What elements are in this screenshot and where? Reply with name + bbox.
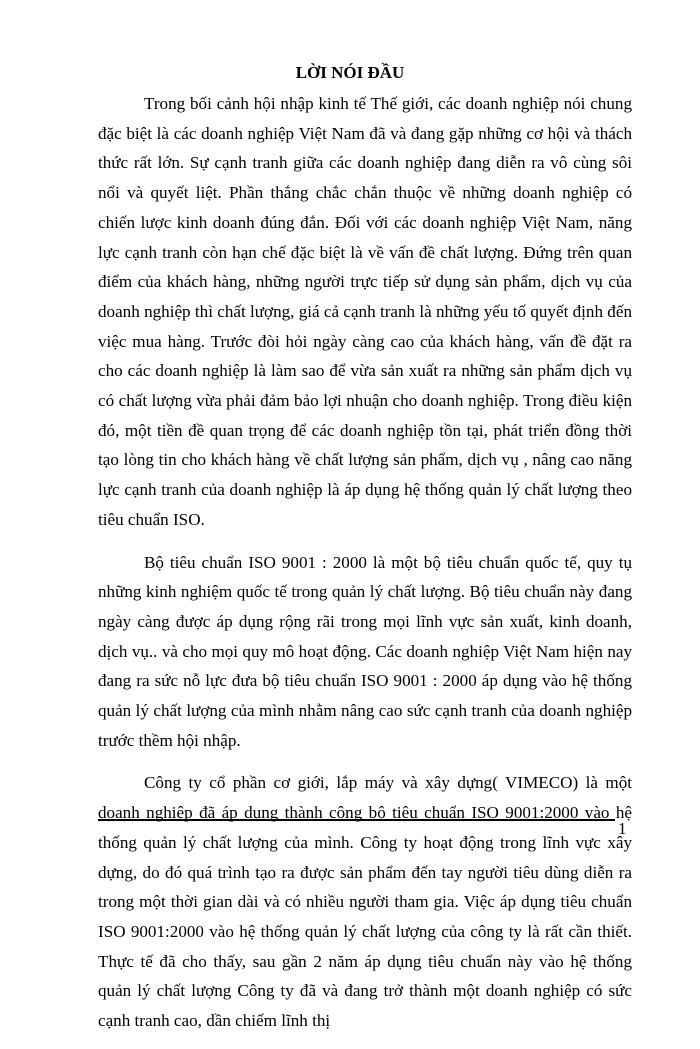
paragraph-vimeco: Công ty cổ phần cơ giới, lắp máy và xây dựng( VIMECO) là một doanh nghiệp đã áp dụng thành công bộ tiêu chuẩn ISO 9001:2000 vào hệ thống quản lý chất lượng của mình. Công ty hoạt động trong lĩnh vực xây dựng, do đó quá trình tạo ra được sản phẩm đến tay người tiêu dùng diễn ra trong một thời gian dài và có nhiều người tham gia. Việc áp dụng tiêu chuẩn ISO 9001:2000 vào hệ thống quản lý chất lượng của công ty là rất cần thiết. Thực tế đã cho thấy, sau gần 2 năm áp dụng tiêu chuẩn này vào hệ thống quản lý chất lượng Công ty đã và đang trở thành một doanh nghiệp có sức cạnh tranh cao, dần chiếm lĩnh thị (98, 773, 632, 1031)
paragraph-context: Trong bối cảnh hội nhập kinh tế Thế giới, các doanh nghiệp nói chung đặc biệt là các doanh nghiệp Việt Nam đã và đang gặp những cơ hội và thách thức rất lớn. Sự cạnh tranh giữa các doanh nghiệp đang diễn ra vô cùng sôi nổi và quyết liệt. Phần thắng chắc chắn thuộc về những doanh nghiệp có chiến lược kinh doanh đúng đắn. Đối với các doanh nghiệp Việt Nam, năng lực cạnh tranh còn hạn chế đặc biệt là về vấn đề chất lượng. Đứng trên quan điểm của khách hàng, những người trực tiếp sử dụng sản phẩm, dịch vụ của doanh nghiệp thì chất lượng, giá cả cạnh tranh là những yếu tố quyết định đến việc mua hàng. Trước đòi hỏi ngày càng cao của khách hàng, vấn đề đặt ra cho các doanh nghiệp là làm sao để vừa sản xuất ra những sản phẩm dịch vụ có chất lượng vừa phải đảm bảo lợi nhuận cho doanh nghiệp. Trong điều kiện đó, một tiền đề quan trọng để các doanh nghiệp tồn tại, phát triển đồng thời tạo lòng tin cho khách hàng về chất lượng sản phẩm, dịch vụ , nâng cao năng lực cạnh tranh của doanh nghiệp là áp dụng hệ thống quản lý chất lượng theo tiêu chuẩn ISO. (98, 94, 632, 529)
page-number: 1 (618, 819, 627, 838)
body-text (98, 89, 632, 1049)
page-title: LỜI NÓI ĐẦU (295, 63, 405, 82)
footer-divider (98, 819, 615, 821)
paragraph-iso-standard: Bộ tiêu chuẩn ISO 9001 : 2000 là một bộ tiêu chuẩn quốc tế, quy tụ những kinh nghiệm quốc tế trong quản lý chất lượng. Bộ tiêu chuẩn này đang ngày càng được áp dụng rộng rãi trong mọi lĩnh vực sản xuất, kinh doanh, dịch vụ.. và cho mọi quy mô hoạt động. Các doanh nghiệp Việt Nam hiện nay đang ra sức nỗ lực đưa bộ tiêu chuẩn ISO 9001 : 2000 áp dụng vào hệ thống quản lý chất lượng của mình nhằm nâng cao sức cạnh tranh của doanh nghiệp trước thềm hội nhập. (98, 552, 632, 750)
